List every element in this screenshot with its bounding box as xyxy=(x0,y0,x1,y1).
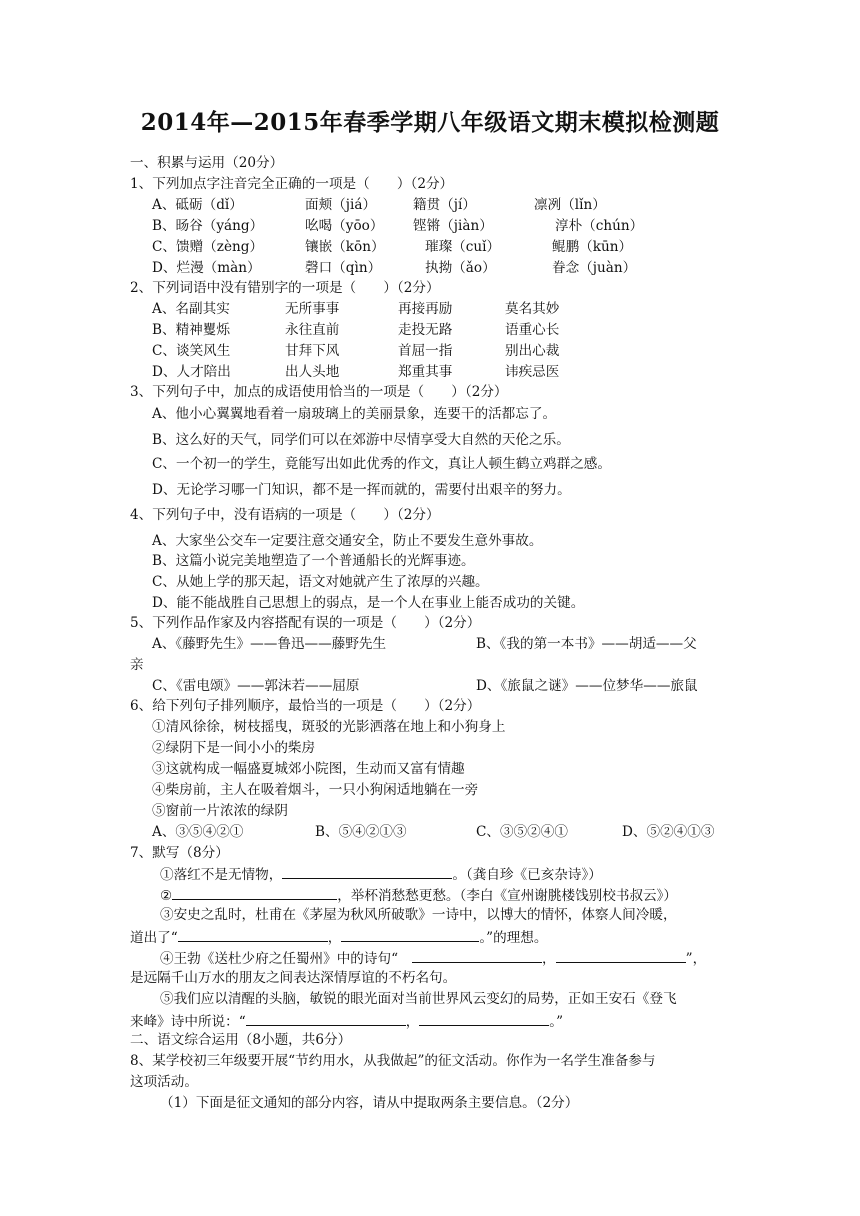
q7-line-4-text: ④王勃《送杜少府之任蜀州》中的诗句“ xyxy=(160,951,399,967)
q3-option-d: D、无论学习哪一门知识，都不是一挥而就的，需要付出艰辛的努力。 xyxy=(152,482,571,498)
q1-c-1: C、馈赠（zèng） xyxy=(152,239,264,255)
q5-option-b-continued: 亲 xyxy=(130,657,144,673)
q6-item-4: ④柴房前，主人在吸着烟斗，一只小狗闲适地躺在一旁 xyxy=(152,782,479,798)
q6-item-1: ①清风徐徐，树枝摇曳，斑驳的光影洒落在地上和小狗身上 xyxy=(152,719,506,735)
q8-stem-continued: 这项活动。 xyxy=(130,1074,198,1090)
q7-line-3b-sep: ， xyxy=(327,930,342,946)
q1-stem: 1、下列加点字注音完全正确的一项是（ ）（2分） xyxy=(130,176,454,192)
q8-sub-1: （1）下面是征文通知的部分内容，请从中提取两条主要信息。（2分） xyxy=(160,1095,579,1111)
q2-a-3: 再接再励 xyxy=(398,301,453,317)
q7-line-1-text: ①落红不是无情物， xyxy=(160,867,283,883)
q7-line-2 xyxy=(160,885,677,905)
answer-blank[interactable] xyxy=(412,948,542,963)
q8-stem: 8、某学校初三年级要开展“节约用水，从我做起”的征文活动。你作为一名学生准备参与 xyxy=(130,1053,656,1069)
q1-d-3: 执拗（ǎo） xyxy=(425,260,496,276)
q6-option-b: B、⑤④②①③ xyxy=(315,824,407,840)
q4-stem: 4、下列句子中，没有语病的一项是（ ）（2分） xyxy=(130,507,440,523)
answer-blank[interactable] xyxy=(341,927,479,942)
q2-a-2: 无所事事 xyxy=(285,301,340,317)
q6-item-3: ③这就构成一幅盛夏城郊小院图，生动而又富有情趣 xyxy=(152,761,465,777)
q1-b-1: B、旸谷（yáng） xyxy=(152,218,264,234)
q2-c-4: 别出心裁 xyxy=(505,343,560,359)
q4-option-c: C、从她上学的那天起，语文对她就产生了浓厚的兴趣。 xyxy=(152,574,489,590)
q7-stem: 7、默写（8分） xyxy=(130,845,229,861)
q1-a-3: 籍贯（jí） xyxy=(413,197,476,213)
q6-item-2: ②绿阴下是一间小小的柴房 xyxy=(152,740,316,756)
answer-blank[interactable] xyxy=(178,927,328,942)
q7-line-4b: 是远隔千山万水的朋友之间表达深情厚谊的不朽名句。 xyxy=(130,970,457,986)
q7-line-3: ③安史之乱时，杜甫在《茅屋为秋风所破歌》一诗中，以博大的情怀，体察人间冷暖， xyxy=(160,907,677,923)
q4-option-a: A、大家坐公交车一定要注意交通安全，防止不要发生意外事故。 xyxy=(152,533,543,549)
q1-c-4: 鲲鹏（kūn） xyxy=(552,239,633,255)
q1-c-2: 镶嵌（kōn） xyxy=(305,239,385,255)
q2-b-4: 语重心长 xyxy=(505,322,560,338)
q5-option-b: B、《我的第一本书》——胡适——父 xyxy=(476,636,697,652)
q5-option-c: C、《雷电颂》——郭沫若——屈原 xyxy=(152,678,360,694)
q1-b-4: 淳朴（chún） xyxy=(555,218,644,234)
q1-b-2: 吆喝（yōo） xyxy=(305,218,384,234)
q2-b-1: B、精神矍烁 xyxy=(152,322,230,338)
q3-stem: 3、下列句子中，加点的成语使用恰当的一项是（ ）（2分） xyxy=(130,384,508,400)
q2-d-2: 出人头地 xyxy=(285,364,340,380)
q1-a-4: 凛冽（lǐn） xyxy=(534,197,606,213)
q7-line-4 xyxy=(160,948,706,968)
q7-line-5b-sep: ， xyxy=(405,1014,420,1030)
q3-option-c: C、一个初一的学生，竟能写出如此优秀的作文，真让人顿生鹤立鸡群之感。 xyxy=(152,456,611,472)
q1-a-1: A、砥砺（dǐ） xyxy=(152,197,243,213)
q7-line-3b-end: 。”的理想。 xyxy=(479,930,548,946)
q7-line-4-sep: ， xyxy=(542,951,556,967)
q2-c-2: 甘拜下风 xyxy=(285,343,340,359)
q1-c-3: 璀璨（cuǐ） xyxy=(425,239,501,255)
q6-item-5: ⑤窗前一片浓浓的绿阴 xyxy=(152,803,288,819)
q2-b-3: 走投无路 xyxy=(398,322,453,338)
q7-line-5b-end: 。” xyxy=(549,1014,564,1030)
q3-option-a: A、他小心翼翼地看着一扇玻璃上的美丽景象，连要干的活都忘了。 xyxy=(152,406,557,422)
q5-stem: 5、下列作品作家及内容搭配有误的一项是（ ）（2分） xyxy=(130,615,481,631)
section-1-heading: 一、积累与运用（20分） xyxy=(130,155,284,171)
q7-line-4-end: ”， xyxy=(685,951,707,967)
q7-line-5b xyxy=(130,1011,563,1031)
q7-line-3b-text: 道出了“ xyxy=(130,930,178,946)
q1-d-4: 眷念（juàn） xyxy=(552,260,637,276)
q2-d-3: 郑重其事 xyxy=(398,364,453,380)
page-title: 2014年—2015年春季学期八年级语文期末模拟检测题 xyxy=(140,109,720,136)
q2-c-3: 首屈一指 xyxy=(398,343,453,359)
answer-blank[interactable] xyxy=(172,885,337,900)
q6-option-a: A、③⑤④②① xyxy=(152,824,244,840)
q7-line-2-text: ② xyxy=(160,888,173,904)
q2-a-1: A、名副其实 xyxy=(152,301,230,317)
q7-line-1-source: 。（龚自珍《已亥杂诗》） xyxy=(452,867,602,883)
q5-option-d: D、《旅鼠之谜》——位梦华——旅鼠 xyxy=(476,678,698,694)
q6-option-c: C、③⑤②④① xyxy=(476,824,568,840)
section-2-heading: 二、语文综合运用（8小题，共6分） xyxy=(130,1032,352,1048)
q5-option-a: A、《藤野先生》——鲁迅——藤野先生 xyxy=(152,636,387,652)
q2-d-4: 讳疾忌医 xyxy=(505,364,560,380)
q1-d-1: D、烂漫（màn） xyxy=(152,260,261,276)
answer-blank[interactable] xyxy=(282,864,452,879)
answer-blank[interactable] xyxy=(556,948,686,963)
q1-a-2: 面颊（jiá） xyxy=(305,197,377,213)
answer-blank[interactable] xyxy=(246,1011,406,1026)
q2-a-4: 莫名其妙 xyxy=(505,301,560,317)
q2-c-1: C、谈笑风生 xyxy=(152,343,231,359)
answer-blank[interactable] xyxy=(419,1011,549,1026)
q7-line-2-source: ，举杯消愁愁更愁。（李白《宣州谢朓楼饯别校书叔云》） xyxy=(337,888,678,904)
q4-option-b: B、这篇小说完美地塑造了一个普通船长的光辉事迹。 xyxy=(152,553,475,569)
q2-b-2: 永往直前 xyxy=(285,322,340,338)
q2-stem: 2、下列词语中没有错别字的一项是（ ）（2分） xyxy=(130,280,440,296)
q6-option-d: D、⑤②④①③ xyxy=(622,824,715,840)
q2-d-1: D、人才陪出 xyxy=(152,364,231,380)
q3-option-b: B、这么好的天气，同学们可以在郊游中尽情享受大自然的天伦之乐。 xyxy=(152,432,570,448)
q4-option-d: D、能不能战胜自己思想上的弱点，是一个人在事业上能否成功的关键。 xyxy=(152,595,585,611)
q7-line-1 xyxy=(160,864,602,884)
q1-b-3: 铿锵（jiàn） xyxy=(413,218,493,234)
q7-line-3b xyxy=(130,927,547,947)
q6-stem: 6、给下列句子排列顺序，最恰当的一项是（ ）（2分） xyxy=(130,698,481,714)
q7-line-5b-text: 来峰》诗中所说：“ xyxy=(130,1014,246,1030)
q1-d-2: 磬口（qìn） xyxy=(305,260,382,276)
q7-line-5: ⑤我们应以清醒的头脑，敏锐的眼光面对当前世界风云变幻的局势，正如王安石《登飞 xyxy=(160,991,677,1007)
